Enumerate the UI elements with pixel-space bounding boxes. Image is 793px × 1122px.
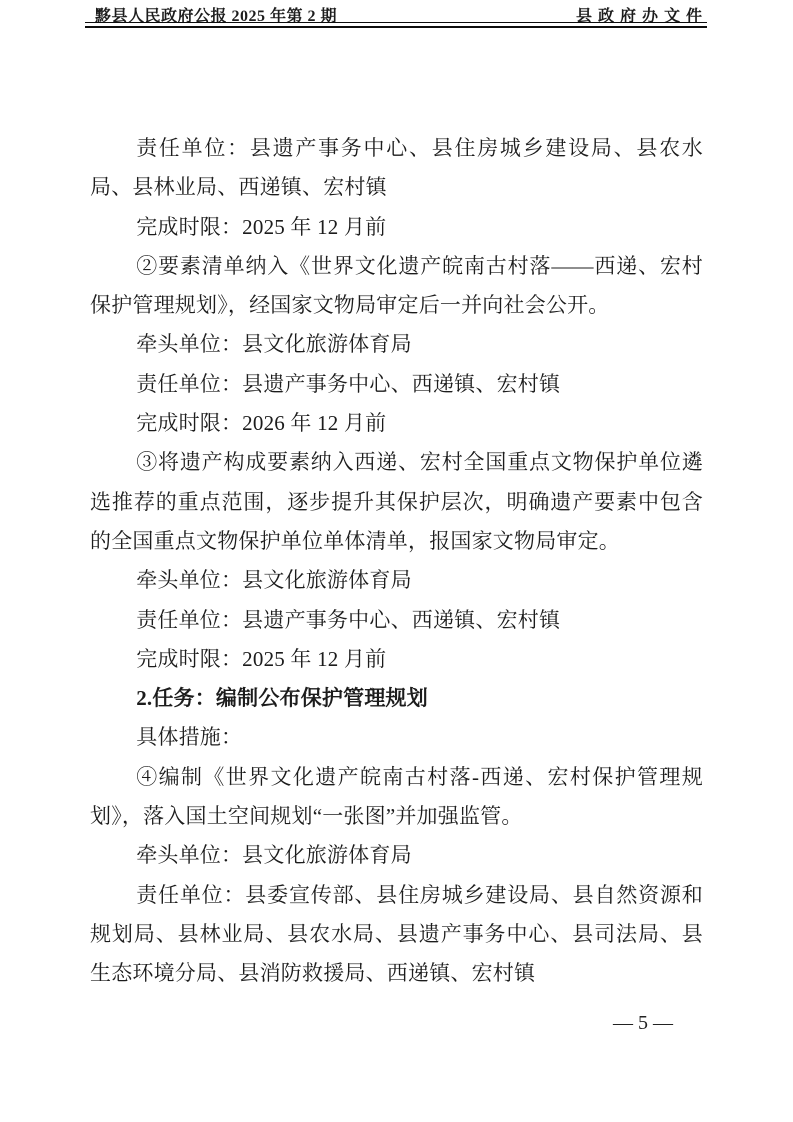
paragraph: 责任单位：县遗产事务中心、西递镇、宏村镇: [136, 371, 561, 396]
paragraph: 完成时限：2025 年 12 月前: [136, 214, 387, 239]
paragraph: ④编制《世界文化遗产皖南古村落-西递、宏村保护管理规划》，落入国土空间规划“一张图”并加强监管。: [90, 764, 703, 829]
paragraph: ③将遗产构成要素纳入西递、宏村全国重点文物保护单位遴选推荐的重点范围，逐步提升其保护层次，明确遗产要素中包含的全国重点文物保护单位单体清单，报国家文物局审定。: [90, 450, 703, 553]
paragraph: 完成时限：2025 年 12 月前: [136, 646, 387, 671]
document-body: [90, 129, 703, 994]
paragraph: 牵头单位：县文化旅游体育局: [136, 332, 412, 357]
header-gazette-title: 黟县人民政府公报 2025 年第 2 期: [95, 8, 338, 25]
paragraph: ②要素清单纳入《世界文化遗产皖南古村落——西递、宏村保护管理规划》，经国家文物局审定后一并向社会公开。: [90, 253, 703, 318]
paragraph: 牵头单位：县文化旅游体育局: [136, 843, 412, 868]
header-double-rule: [85, 22, 707, 28]
paragraph: 责任单位：县委宣传部、县住房城乡建设局、县自然资源和规划局、县林业局、县农水局、县遗产事务中心、县司法局、县生态环境分局、县消防救援局、西递镇、宏村镇: [90, 882, 703, 986]
paragraph: 具体措施：: [136, 725, 243, 750]
paragraph: 责任单位：县遗产事务中心、县住房城乡建设局、县农水局、县林业局、西递镇、宏村镇: [90, 136, 703, 200]
paragraph: 牵头单位：县文化旅游体育局: [136, 568, 412, 593]
paragraph: 责任单位：县遗产事务中心、西递镇、宏村镇: [136, 607, 561, 632]
page-number: — 5 —: [613, 1012, 673, 1034]
paragraph: 完成时限：2026 年 12 月前: [136, 411, 387, 436]
section-heading: 2.任务：编制公布保护管理规划: [136, 686, 428, 711]
header-doc-category: 县 政 府 办 文 件: [575, 8, 703, 25]
